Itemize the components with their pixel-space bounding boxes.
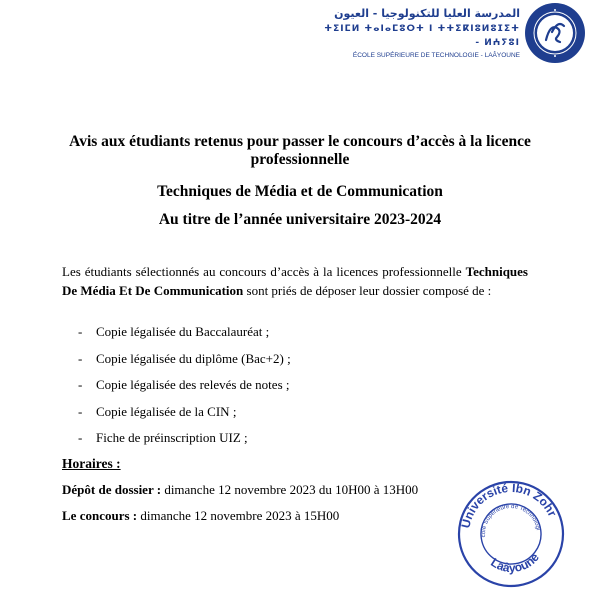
title-line-1: Avis aux étudiants retenus pour passer le concours d’accès à la licence professionnelle [69,133,531,168]
depot-line [62,482,418,498]
intro-paragraph [62,262,528,300]
intro-text-2: sont priés de déposer leur dossier composé de : [243,283,492,298]
list-item-text: Copie légalisée du diplôme (Bac+2) ; [96,350,291,366]
list-item [78,429,291,456]
school-name-arabic: المدرسة العليا للتكنولوجيا - العيون [334,7,520,20]
stamp-city-text: Laâyoune [488,550,542,576]
list-item-text: Copie légalisée du Baccalauréat ; [96,324,270,339]
intro-text-1: Les étudiants sélectionnés au concours d’accès à la licences professionnelle [62,264,466,279]
list-marker: - [78,350,83,366]
list-marker: - [78,324,83,339]
letterhead [0,0,600,80]
list-marker: - [78,403,83,419]
depot-value: dimanche 12 novembre 2023 du 10H00 à 13H00 [161,482,419,497]
school-name-block [320,6,520,62]
school-name-latin: ÉCOLE SUPÉRIEURE DE TECHNOLOGIE - LAÂYOUNE [352,52,520,59]
official-stamp [455,478,567,590]
hours-heading: Horaires : [62,456,121,471]
required-documents-list [78,323,291,456]
university-logo-icon [524,2,586,64]
title-line-3: Au titre de l’année universitaire 2023-2024 [158,211,442,228]
notice-title [40,133,560,229]
list-marker: - [78,377,83,392]
list-item [78,323,291,350]
depot-label: Dépôt de dossier : [62,482,162,497]
title-line-2: Techniques de Média et de Communication [157,183,443,200]
stamp-school-text: École Supérieure de Technologie [480,503,541,538]
list-item-text: Copie légalisée de la CIN ; [96,403,237,419]
concours-line [62,508,339,524]
school-name-tifinagh: ⵜⵉⵏⵎⵍ ⵜⴰⵏⴰⵎⵓⵔⵜ ⵏ ⵜⵜⵉⴽⵏⵓⵍⵓⵊⵉⵜ - ⵍⵄⵢⵓⵏ [324,24,520,48]
stamp-university-text: Université Ibn Zohr [458,480,560,530]
program-name: Techniques De Média Et De Communication [62,264,528,298]
list-marker: - [78,430,83,445]
list-item [78,403,291,430]
list-item-text: Copie légalisée des relevés de notes ; [96,377,290,392]
list-item [78,376,291,403]
list-item-text: Fiche de préinscription UIZ ; [96,430,248,445]
list-item [78,350,291,377]
concours-value: dimanche 12 novembre 2023 à 15H00 [137,508,340,523]
concours-label: Le concours : [62,508,138,523]
